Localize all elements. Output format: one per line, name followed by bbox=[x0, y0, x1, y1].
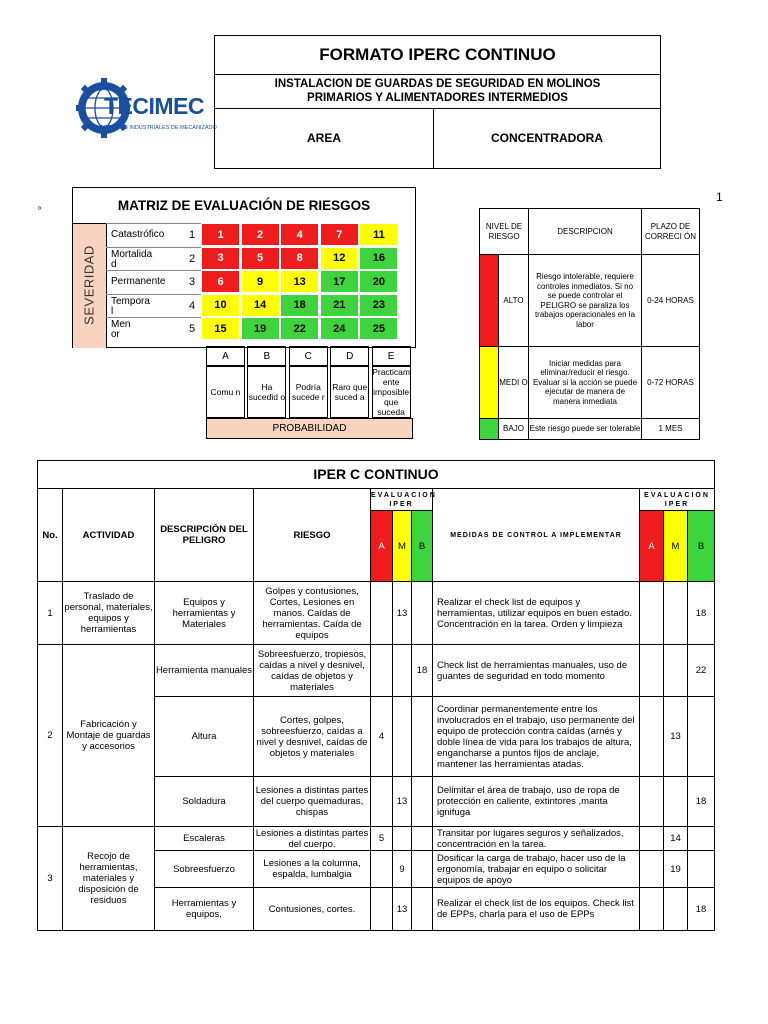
eval2-b-header: B bbox=[688, 511, 715, 582]
row-eval-a bbox=[371, 777, 393, 827]
row-eval-m: 9 bbox=[393, 851, 412, 888]
row-no: 3 bbox=[38, 827, 63, 931]
row-eval-m bbox=[393, 827, 412, 851]
legend-color-swatch bbox=[480, 419, 499, 440]
row-peligro: Herramientas y equipos, bbox=[155, 888, 254, 931]
row-eval-a bbox=[371, 888, 393, 931]
legend-level: MEDI O bbox=[499, 347, 529, 419]
row-eval2-b: 18 bbox=[688, 582, 715, 645]
eval2-a-header: A bbox=[640, 511, 664, 582]
page-number: 1 bbox=[716, 190, 723, 204]
row-eval2-a bbox=[640, 827, 664, 851]
matrix-cell: 20 bbox=[359, 270, 398, 293]
eval-a-header: A bbox=[371, 511, 393, 582]
severity-name: Men bbox=[111, 319, 131, 330]
matrix-cell: 25 bbox=[359, 317, 398, 340]
severity-name: Permanente bbox=[111, 276, 166, 287]
probability-letter: B bbox=[247, 346, 286, 366]
matrix-cell: 15 bbox=[201, 317, 240, 340]
col-no: No. bbox=[38, 489, 63, 582]
matrix-title: MATRIZ DE EVALUACIÓN DE RIESGOS bbox=[117, 197, 371, 213]
row-eval2-m bbox=[664, 645, 688, 697]
legend-row bbox=[480, 255, 700, 347]
row-medidas: Transitar por lugares seguros y señalizados, concentración en la tarea. bbox=[433, 827, 640, 851]
col-actividad: ACTIVIDAD bbox=[63, 489, 155, 582]
severity-row-divider bbox=[106, 317, 201, 318]
legend-desc: Este riesgo puede ser tolerable bbox=[529, 419, 642, 440]
severity-name: Tempora bbox=[111, 295, 150, 307]
row-eval-m bbox=[393, 645, 412, 697]
row-medidas: Realizar el check list de equipos y herramientas, utilizar equipos en buen estado. Concentración en la tarea. Orden y limpieza bbox=[433, 582, 640, 645]
row-riesgo: Cortes, golpes, sobreesfuerzo, caídas a nivel y desnivel, caídas de objetos y materiales bbox=[254, 697, 371, 777]
document-subtitle bbox=[215, 74, 660, 109]
matrix-cell: 12 bbox=[320, 247, 359, 270]
row-eval-b bbox=[412, 777, 433, 827]
row-eval2-b: 18 bbox=[688, 777, 715, 827]
row-riesgo: Sobreesfuerzo, tropiesos, caídas a nivel y desnivel, caídas de objetos y materiales bbox=[254, 645, 371, 697]
row-riesgo: Contusiones, cortes. bbox=[254, 888, 371, 931]
probability-description: Raro que suced a bbox=[330, 366, 369, 418]
row-eval2-a bbox=[640, 888, 664, 931]
row-eval2-b bbox=[688, 697, 715, 777]
matrix-cell: 19 bbox=[241, 317, 280, 340]
probability-letter: E bbox=[372, 346, 411, 366]
probability-letter: C bbox=[289, 346, 328, 366]
matrix-cell: 4 bbox=[280, 223, 319, 246]
severity-row-divider bbox=[106, 247, 201, 248]
row-eval-m bbox=[393, 697, 412, 777]
row-peligro: Equipos y herramientas y Materiales bbox=[155, 582, 254, 645]
row-eval2-b bbox=[688, 851, 715, 888]
row-peligro: Altura bbox=[155, 697, 254, 777]
row-no: 1 bbox=[38, 582, 63, 645]
matrix-cell: 7 bbox=[320, 223, 359, 246]
legend-color-swatch bbox=[480, 347, 499, 419]
severity-name: Mortalida bbox=[111, 248, 153, 260]
row-eval-b bbox=[412, 582, 433, 645]
eval-header-2: EVALUACION IPER bbox=[640, 489, 715, 511]
row-medidas: Dosificar la carga de trabajo, hacer uso de la ergonomía, trabajar en equipo o solicitar equipos de apoyo bbox=[433, 851, 640, 888]
probability-letter: D bbox=[330, 346, 369, 366]
col-riesgo: RIESGO bbox=[254, 489, 371, 582]
severity-row-divider bbox=[106, 294, 201, 295]
eval2-m-header: M bbox=[664, 511, 688, 582]
row-eval-b bbox=[412, 827, 433, 851]
row-eval2-a bbox=[640, 777, 664, 827]
row-eval-b bbox=[412, 697, 433, 777]
legend-desc: Riesgo intolerable, requiere controles inmediatos. Si no se puede controlar el PELIGRO se paraliza los trabajos operacionales en la labor bbox=[529, 255, 642, 347]
row-peligro: Soldadura bbox=[155, 777, 254, 827]
legend-level: ALTO bbox=[499, 255, 529, 347]
legend-row bbox=[480, 347, 700, 419]
matrix-cell: 18 bbox=[280, 294, 319, 317]
document-title: FORMATO IPERC CONTINUO bbox=[215, 36, 660, 75]
matrix-cell: 21 bbox=[320, 294, 359, 317]
row-actividad: Fabricación y Montaje de guardas y accesorios bbox=[63, 645, 155, 827]
row-actividad: Traslado de personal, materiales, equipos y herramientas bbox=[63, 582, 155, 645]
row-peligro: Herramienta manuales bbox=[155, 645, 254, 697]
row-eval-a bbox=[371, 645, 393, 697]
document-header bbox=[214, 35, 661, 169]
matrix-cell: 13 bbox=[280, 270, 319, 293]
row-eval2-a bbox=[640, 851, 664, 888]
matrix-cell: 22 bbox=[280, 317, 319, 340]
severity-label: SEVERIDAD bbox=[81, 245, 97, 325]
row-eval-a: 5 bbox=[371, 827, 393, 851]
probability-label: PROBABILIDAD bbox=[206, 418, 413, 439]
matrix-cell: 6 bbox=[201, 270, 240, 293]
eval-header-1: EVALUACION IPER bbox=[371, 489, 433, 511]
legend-header-term: PLAZO DE CORRECI ÓN bbox=[642, 209, 700, 255]
row-riesgo: Golpes y contusiones, Cortes, Lesiones en manos. Caídas de herramientas. Caída de equipos bbox=[254, 582, 371, 645]
legend-term: 0-24 HORAS bbox=[642, 255, 700, 347]
col-descripcion: DESCRIPCIÓN DEL PELIGRO bbox=[155, 489, 254, 582]
probability-description: Comu n bbox=[206, 366, 245, 418]
matrix-cell: 10 bbox=[201, 294, 240, 317]
area-value: CONCENTRADORA bbox=[491, 131, 603, 145]
matrix-cell: 1 bbox=[201, 223, 240, 246]
superscript-mark: º bbox=[38, 205, 41, 214]
subtitle-line-2: PRIMARIOS Y ALIMENTADORES INTERMEDIOS bbox=[307, 92, 568, 104]
legend-level: BAJO bbox=[499, 419, 529, 440]
legend-row bbox=[480, 419, 700, 440]
row-medidas: Coordinar permanentemente entre los involucrados en el trabajo, uso permanente del equipo de protección contra caídas (arnés y doble línea de vida para los trabajos de altura, engancharse a puntos fijos de anclaje, mantener las herramientas atadas. bbox=[433, 697, 640, 777]
legend-term: 1 MES bbox=[642, 419, 700, 440]
eval-b-header: B bbox=[412, 511, 433, 582]
probability-area bbox=[206, 346, 413, 439]
matrix-cell: 16 bbox=[359, 247, 398, 270]
row-eval2-m bbox=[664, 582, 688, 645]
row-eval-m: 13 bbox=[393, 888, 412, 931]
row-medidas: Realizar el check list de los equipos. Check list de EPPs, charla para el uso de EPPs bbox=[433, 888, 640, 931]
matrix-cell: 17 bbox=[320, 270, 359, 293]
row-eval-b: 18 bbox=[412, 645, 433, 697]
matrix-cell: 5 bbox=[241, 247, 280, 270]
row-eval2-m: 19 bbox=[664, 851, 688, 888]
row-actividad: Recojo de herramientas, materiales y disposición de residuos bbox=[63, 827, 155, 931]
row-peligro: Sobreesfuerzo bbox=[155, 851, 254, 888]
severity-number: 5 bbox=[188, 323, 196, 335]
legend-color-swatch bbox=[480, 255, 499, 347]
row-medidas: Check list de herramientas manuales, uso de guantes de seguridad en todo momento bbox=[433, 645, 640, 697]
matrix-cell: 8 bbox=[280, 247, 319, 270]
row-eval2-m bbox=[664, 888, 688, 931]
severity-number: 4 bbox=[188, 299, 196, 312]
severity-number: 1 bbox=[188, 229, 196, 241]
logo-tagline: TECNICAS INDUSTRIALES DE MECANIZADO bbox=[100, 125, 217, 131]
table-row bbox=[38, 582, 715, 645]
row-eval-b bbox=[412, 888, 433, 931]
row-peligro: Escaleras bbox=[155, 827, 254, 851]
row-no: 2 bbox=[38, 645, 63, 827]
row-eval2-m: 14 bbox=[664, 827, 688, 851]
matrix-cell: 11 bbox=[359, 223, 398, 246]
row-eval2-a bbox=[640, 582, 664, 645]
severity-row-divider bbox=[106, 270, 201, 271]
eval-m-header: M bbox=[393, 511, 412, 582]
severity-name-cont: l bbox=[111, 305, 114, 317]
legend-header-desc: DESCRIPCION bbox=[529, 209, 642, 255]
row-eval2-b: 22 bbox=[688, 645, 715, 697]
row-riesgo: Lesiones a la columna, espalda, lumbalgia bbox=[254, 851, 371, 888]
matrix-cell: 23 bbox=[359, 294, 398, 317]
row-riesgo: Lesiones a distintas partes del cuerpo quemaduras, chispas bbox=[254, 777, 371, 827]
probability-description: Practicam ente imposible que suceda bbox=[372, 367, 410, 417]
area-label: AREA bbox=[215, 108, 434, 168]
severity-name-cont: d bbox=[111, 258, 117, 270]
row-eval2-a bbox=[640, 697, 664, 777]
row-medidas: Delimitar el área de trabajo, uso de ropa de protección en caliente, extintores ,manta ignifuga bbox=[433, 777, 640, 827]
row-eval2-b: 18 bbox=[688, 888, 715, 931]
probability-letter: A bbox=[206, 346, 245, 366]
severity-row-divider bbox=[106, 223, 201, 224]
risk-level-legend bbox=[479, 208, 700, 439]
row-riesgo: Lesiones a distintas partes del cuerpo. bbox=[254, 827, 371, 851]
legend-header-level: NIVEL DE RIESGO bbox=[480, 209, 529, 255]
row-eval-a bbox=[371, 582, 393, 645]
matrix-cell: 9 bbox=[241, 270, 280, 293]
row-eval2-m: 13 bbox=[664, 697, 688, 777]
probability-description: Ha sucedid o bbox=[247, 366, 286, 418]
subtitle-line-1: INSTALACION DE GUARDAS DE SEGURIDAD EN MOLINOS bbox=[274, 78, 601, 90]
row-eval-m: 13 bbox=[393, 777, 412, 827]
legend-term: 0-72 HORAS bbox=[642, 347, 700, 419]
row-eval-a: 4 bbox=[371, 697, 393, 777]
row-eval-a bbox=[371, 851, 393, 888]
iper-title: IPER C CONTINUO bbox=[38, 461, 715, 489]
table-row bbox=[38, 827, 715, 851]
row-eval2-b bbox=[688, 827, 715, 851]
risk-matrix bbox=[72, 187, 416, 348]
row-eval2-a bbox=[640, 645, 664, 697]
table-row bbox=[38, 645, 715, 697]
severity-name: Catastrófico bbox=[111, 229, 165, 240]
matrix-cell: 3 bbox=[201, 247, 240, 270]
logo-name: TECIMEC bbox=[104, 93, 204, 119]
row-eval-b bbox=[412, 851, 433, 888]
probability-description: Podría sucede r bbox=[289, 366, 328, 418]
severity-number: 3 bbox=[188, 276, 196, 288]
legend-desc: Iniciar medidas para eliminar/reducir el riesgo. Evaluar si la acción se puede ejecutar de manera de manera inmediata bbox=[529, 347, 642, 419]
col-medidas: MEDIDAS DE CONTROL A IMPLEMENTAR bbox=[433, 489, 640, 582]
iper-table bbox=[37, 460, 713, 931]
matrix-cell: 24 bbox=[320, 317, 359, 340]
matrix-cell: 14 bbox=[241, 294, 280, 317]
row-eval-m: 13 bbox=[393, 582, 412, 645]
severity-name-cont: or bbox=[111, 329, 120, 340]
matrix-cell: 2 bbox=[241, 223, 280, 246]
row-eval2-m bbox=[664, 777, 688, 827]
severity-number: 2 bbox=[188, 252, 196, 265]
